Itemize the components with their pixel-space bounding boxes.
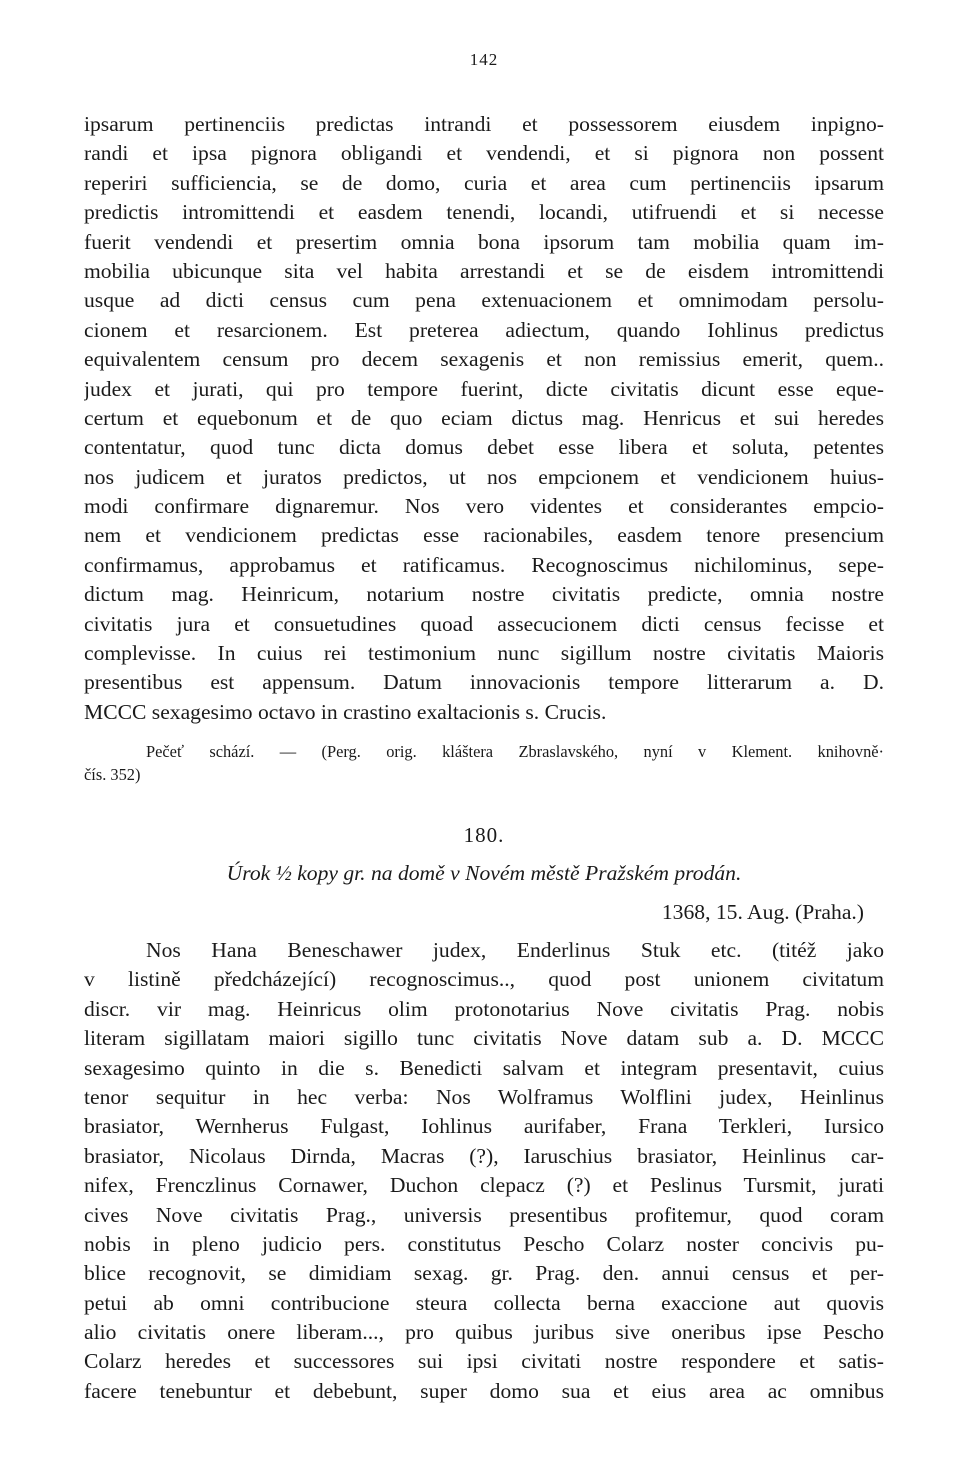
document-number: 180. (463, 823, 505, 847)
text-line: fuerit vendendi et presertim omnia bona ipsorum tam mobilia quam im- (84, 229, 884, 254)
note-line: čís. 352) (84, 765, 141, 784)
text-line: facere tenebuntur et debebunt, super domo sua et eius area ac omnibus (84, 1378, 884, 1403)
note-line: Pečeť schází. — (Perg. orig. kláštera Zbraslavského, nyní v Klement. knihovně· (146, 742, 884, 761)
text-line: brasiator, Nicolaus Dirnda, Macras (?), Iaruschius brasiator, Heinlinus car- (84, 1143, 884, 1168)
document-title: Úrok ½ kopy gr. na domě v Novém městě Pražském prodán. (226, 861, 742, 885)
text-line: v listině předcházející) recognoscimus.., quod post unionem civitatum (84, 967, 884, 992)
text-line: predictis intromittendi et easdem tenendi, locandi, utifruendi et si necesse (84, 200, 884, 225)
text-line: randi et ipsa pignora obligandi et vendendi, et si pignora non possent (84, 141, 884, 166)
text-line: nobis in pleno judicio pers. constitutus Pescho Colarz noster concivis pu- (84, 1231, 884, 1256)
text-line: usque ad dicti census cum pena extenuacionem et omnimodam persolu- (84, 288, 884, 313)
text-line: nifex, Frenczlinus Cornawer, Duchon clepacz (?) et Peslinus Tursmit, jurati (84, 1173, 884, 1198)
text-line: sexagesimo quinto in die s. Benedicti salvam et integram presentavit, cuius (84, 1055, 884, 1080)
page-number: 142 (469, 50, 499, 69)
text-line: reperiri sufficiencia, se de domo, curia et area cum pertinenciis ipsarum (84, 170, 884, 195)
text-line: certum et equebonum et de quo eciam dictus mag. Henricus et sui heredes (84, 405, 884, 430)
text-line: mobilia ubicunque sita vel habita arrestandi et se de eisdem intromittendi (84, 258, 884, 283)
text-line: cionem et resarcionem. Est preterea adiectum, quando Iohlinus predictus (84, 317, 884, 342)
text-line: complevisse. In cuius rei testimonium nunc sigillum nostre civitatis Maioris (84, 641, 884, 666)
text-line: petui ab omni contribucione steura collecta berna exaccione aut quovis (84, 1290, 884, 1315)
text-line: MCCC sexagesimo octavo in crastino exaltacionis s. Crucis. (84, 699, 607, 724)
text-line: presentibus est appensum. Datum innovacionis tempore litterarum a. D. (84, 670, 884, 695)
text-line: discr. vir mag. Heinricus olim protonotarius Nove civitatis Prag. nobis (84, 996, 884, 1021)
text-line: blice recognovit, se dimidiam sexag. gr. Prag. den. annui census et per- (84, 1261, 884, 1286)
text-line: dictum mag. Heinricum, notarium nostre civitatis predicte, omnia nostre (84, 582, 884, 607)
text-line: ipsarum pertinenciis predictas intrandi et possessorem eiusdem inpigno- (84, 112, 884, 136)
text-line: nos judicem et juratos predictos, ut nos empcionem et vendicionem huius- (84, 464, 884, 489)
text-line: Colarz heredes et successores sui ipsi civitati nostre respondere et satis- (84, 1349, 884, 1374)
text-line: equivalentem censum pro decem sexagenis et non remissius emerit, quem.. (84, 347, 884, 372)
text-line: Nos Hana Beneschawer judex, Enderlinus Stuk etc. (titéž jako (146, 938, 884, 962)
text-line: modi confirmare dignaremur. Nos vero videntes et considerantes empcio- (84, 494, 884, 519)
document-date: 1368, 15. Aug. (Praha.) (661, 900, 864, 924)
text-line: confirmamus, approbamus et ratificamus. Recognoscimus nichilominus, sepe- (84, 552, 884, 577)
paragraph-continuation (84, 110, 884, 727)
archival-note (84, 740, 884, 786)
document-body (84, 936, 884, 1406)
document-page (84, 0, 884, 1463)
text-line: tenor sequitur in hec verba: Nos Wolframus Wolflini judex, Heinlinus (84, 1084, 884, 1109)
text-line: contentatur, quod tunc dicta domus debet esse libera et soluta, petentes (84, 435, 884, 460)
text-line: cives Nove civitatis Prag., universis presentibus profitemur, quod coram (84, 1202, 884, 1227)
text-line: judex et jurati, qui pro tempore fuerint, dicte civitatis dicunt esse eque- (84, 376, 884, 401)
text-line: civitatis jura et consuetudines quoad assecucionem dicti census fecisse et (84, 611, 884, 636)
text-line: brasiator, Wernherus Fulgast, Iohlinus aurifaber, Frana Terkleri, Iursico (84, 1114, 884, 1139)
text-line: alio civitatis onere liberam..., pro quibus juribus sive oneribus ipse Pescho (84, 1320, 884, 1345)
text-line: literam sigillatam maiori sigillo tunc civitatis Nove datam sub a. D. MCCC (84, 1026, 884, 1051)
text-line: nem et vendicionem predictas esse racionabiles, easdem tenore presencium (84, 523, 884, 548)
